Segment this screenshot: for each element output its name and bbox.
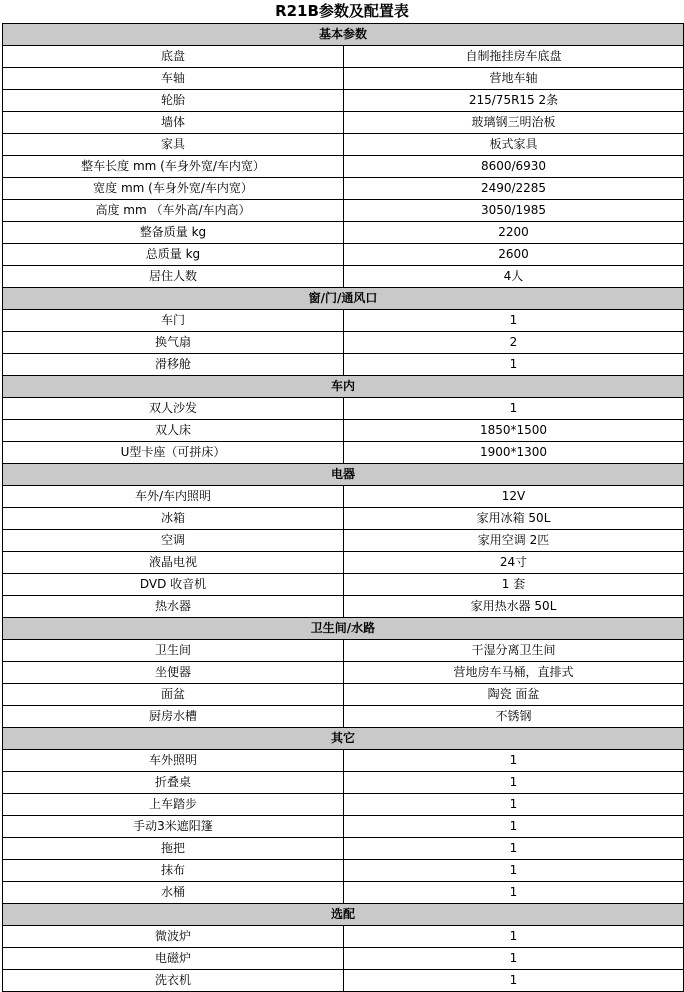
table-row — [2, 684, 684, 706]
table-row — [2, 420, 684, 442]
table-row — [2, 794, 684, 816]
table-row — [2, 398, 684, 420]
param-label: 滑移舱 — [2, 354, 344, 375]
param-value: 1 — [344, 948, 684, 969]
param-label: 车轴 — [2, 68, 344, 89]
param-value: 1 — [344, 794, 684, 815]
param-value: 1 套 — [344, 574, 684, 595]
section-title: 窗/门/通风口 — [2, 288, 684, 309]
table-row — [2, 508, 684, 530]
param-label: 车外照明 — [2, 750, 344, 771]
param-label: 整车长度 mm (车身外宽/车内宽） — [2, 156, 344, 177]
param-label: 手动3米遮阳篷 — [2, 816, 344, 837]
table-row — [2, 640, 684, 662]
param-label: 液晶电视 — [2, 552, 344, 573]
param-value: 家用冰箱 50L — [344, 508, 684, 529]
param-value: 家用空调 2匹 — [344, 530, 684, 551]
param-label: 卫生间 — [2, 640, 344, 661]
param-value: 4人 — [344, 266, 684, 287]
param-value: 营地房车马桶，直排式 — [344, 662, 684, 683]
param-label: 总质量 kg — [2, 244, 344, 265]
table-row — [2, 926, 684, 948]
param-value: 板式家具 — [344, 134, 684, 155]
table-row — [2, 112, 684, 134]
table-row — [2, 970, 684, 992]
section-header — [2, 376, 684, 398]
param-label: 车外/车内照明 — [2, 486, 344, 507]
param-value: 1 — [344, 882, 684, 903]
param-value: 1 — [344, 970, 684, 991]
param-label: 家具 — [2, 134, 344, 155]
param-value: 1 — [344, 860, 684, 881]
param-value: 1900*1300 — [344, 442, 684, 463]
param-value: 215/75R15 2条 — [344, 90, 684, 111]
table-row — [2, 596, 684, 618]
param-label: 微波炉 — [2, 926, 344, 947]
param-value: 3050/1985 — [344, 200, 684, 221]
table-row — [2, 750, 684, 772]
section-header — [2, 904, 684, 926]
param-value: 2 — [344, 332, 684, 353]
param-value: 2490/2285 — [344, 178, 684, 199]
param-value: 8600/6930 — [344, 156, 684, 177]
table-row — [2, 222, 684, 244]
param-label: 抹布 — [2, 860, 344, 881]
table-row — [2, 772, 684, 794]
section-title: 基本参数 — [2, 24, 684, 45]
param-value: 1 — [344, 310, 684, 331]
table-row — [2, 552, 684, 574]
table-row — [2, 332, 684, 354]
param-value: 营地车轴 — [344, 68, 684, 89]
param-label: 水桶 — [2, 882, 344, 903]
param-value: 不锈钢 — [344, 706, 684, 727]
param-value: 陶瓷 面盆 — [344, 684, 684, 705]
section-title: 其它 — [2, 728, 684, 749]
section-header — [2, 618, 684, 640]
table-row — [2, 442, 684, 464]
param-label: 宽度 mm (车身外宽/车内宽） — [2, 178, 344, 199]
param-label: 高度 mm （车外高/车内高） — [2, 200, 344, 221]
param-label: 冰箱 — [2, 508, 344, 529]
table-row — [2, 354, 684, 376]
table-row — [2, 860, 684, 882]
table-row — [2, 200, 684, 222]
param-value: 1 — [344, 354, 684, 375]
param-value: 1850*1500 — [344, 420, 684, 441]
table-row — [2, 134, 684, 156]
table-row — [2, 530, 684, 552]
param-label: 热水器 — [2, 596, 344, 617]
param-label: 上车踏步 — [2, 794, 344, 815]
param-label: 墙体 — [2, 112, 344, 133]
table-row — [2, 574, 684, 596]
param-label: 换气扇 — [2, 332, 344, 353]
param-label: 整备质量 kg — [2, 222, 344, 243]
param-value: 自制拖挂房车底盘 — [344, 46, 684, 67]
param-label: 厨房水槽 — [2, 706, 344, 727]
section-header — [2, 288, 684, 310]
section-header — [2, 464, 684, 486]
table-row — [2, 882, 684, 904]
section-title: 选配 — [2, 904, 684, 925]
param-value: 24寸 — [344, 552, 684, 573]
table-row — [2, 266, 684, 288]
param-value: 2200 — [344, 222, 684, 243]
param-value: 1 — [344, 926, 684, 947]
section-header — [2, 728, 684, 750]
sheet-title: R21B参数及配置表 — [275, 2, 409, 20]
param-value: 玻璃钢三明治板 — [344, 112, 684, 133]
section-header — [2, 24, 684, 46]
spec-table — [2, 23, 684, 992]
section-title: 车内 — [2, 376, 684, 397]
param-label: 拖把 — [2, 838, 344, 859]
param-label: 洗衣机 — [2, 970, 344, 991]
param-label: 双人沙发 — [2, 398, 344, 419]
table-row — [2, 486, 684, 508]
table-row — [2, 156, 684, 178]
param-label: 底盘 — [2, 46, 344, 67]
param-label: 折叠桌 — [2, 772, 344, 793]
param-label: 电磁炉 — [2, 948, 344, 969]
table-row — [2, 948, 684, 970]
table-row — [2, 178, 684, 200]
param-label: 坐便器 — [2, 662, 344, 683]
section-title: 卫生间/水路 — [2, 618, 684, 639]
param-value: 1 — [344, 838, 684, 859]
param-label: 车门 — [2, 310, 344, 331]
section-title: 电器 — [2, 464, 684, 485]
param-value: 1 — [344, 398, 684, 419]
param-label: 面盆 — [2, 684, 344, 705]
param-label: 居住人数 — [2, 266, 344, 287]
param-value: 2600 — [344, 244, 684, 265]
table-row — [2, 310, 684, 332]
param-value: 1 — [344, 750, 684, 771]
param-label: DVD 收音机 — [2, 574, 344, 595]
table-row — [2, 838, 684, 860]
table-row — [2, 662, 684, 684]
param-label: U型卡座（可拼床） — [2, 442, 344, 463]
param-label: 双人床 — [2, 420, 344, 441]
table-row — [2, 90, 684, 112]
table-row — [2, 816, 684, 838]
param-value: 1 — [344, 772, 684, 793]
param-value: 12V — [344, 486, 684, 507]
table-row — [2, 244, 684, 266]
table-row — [2, 46, 684, 68]
param-value: 1 — [344, 816, 684, 837]
param-label: 轮胎 — [2, 90, 344, 111]
table-row — [2, 68, 684, 90]
param-value: 家用热水器 50L — [344, 596, 684, 617]
param-value: 干湿分离卫生间 — [344, 640, 684, 661]
table-row — [2, 706, 684, 728]
param-label: 空调 — [2, 530, 344, 551]
